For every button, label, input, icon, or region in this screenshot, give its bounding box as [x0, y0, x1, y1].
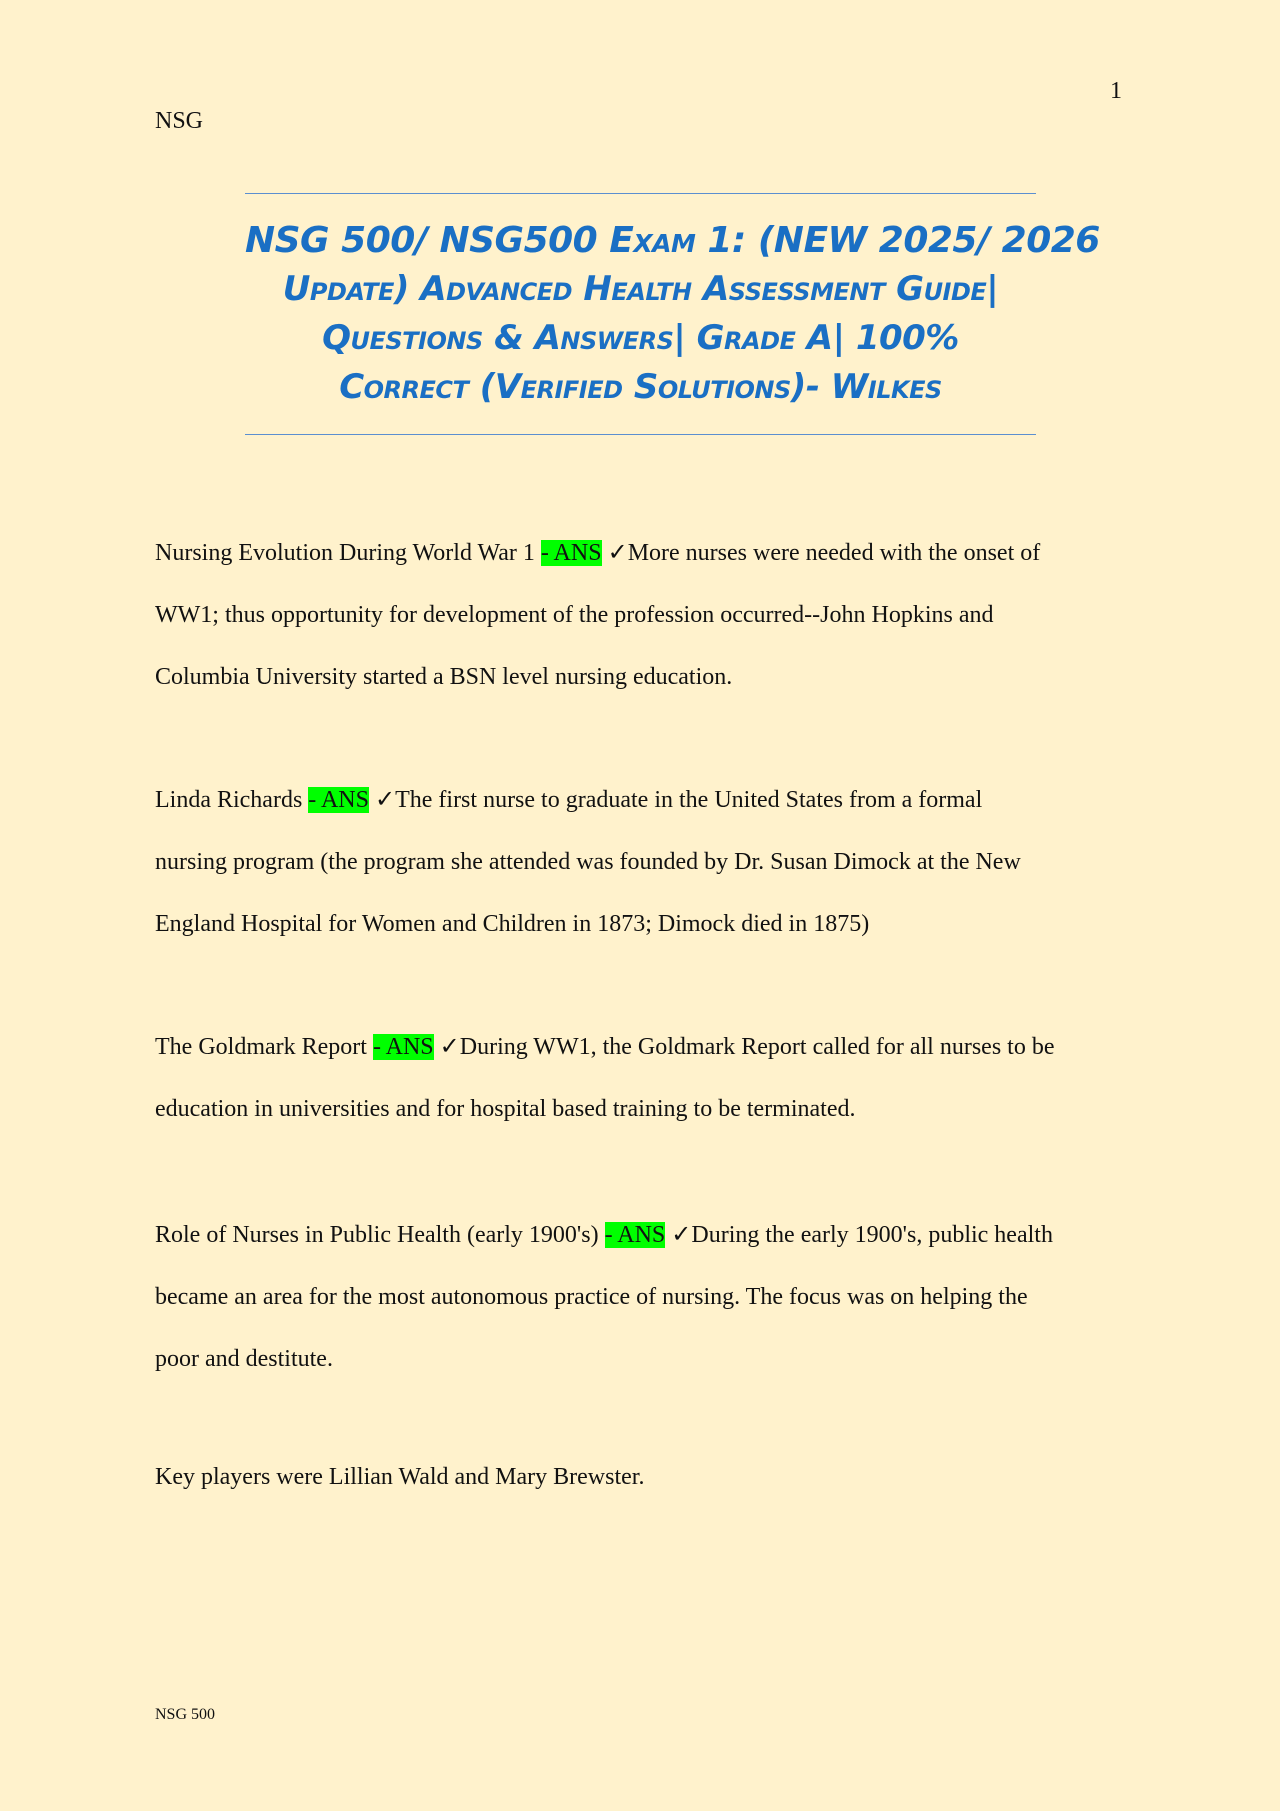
entry-line: poor and destitute.: [155, 1346, 333, 1372]
ans-highlight: - ANS: [308, 787, 369, 813]
ans-highlight: - ANS: [372, 1034, 434, 1060]
qa-entry-2: [155, 769, 1135, 955]
check-icon: ✓: [601, 540, 628, 566]
entry-line: England Hospital for Women and Children in 1873; Dimock died in 1875): [155, 911, 870, 937]
entry-answer: More nurses were needed with the onset of: [627, 540, 1041, 566]
title-line-2: Update) Advanced Health Assessment Guide|: [282, 269, 999, 309]
entry-first-line: [155, 522, 1135, 584]
entry-term: Linda Richards: [155, 787, 309, 813]
entry-line: Columbia University started a BSN level nursing education.: [155, 664, 733, 690]
note-text: Key players were Lillian Wald and Mary Brewster.: [155, 1464, 645, 1490]
entry-line: education in universities and for hospital based training to be terminated.: [155, 1096, 856, 1122]
document-title: [245, 193, 1100, 435]
note-paragraph: [155, 1446, 1135, 1508]
entry-line: WW1; thus opportunity for development of the profession occurred--John Hopkins and: [155, 602, 994, 628]
entry-first-line: [155, 1204, 1135, 1266]
entry-answer: The first nurse to graduate in the United States from a formal: [395, 787, 983, 813]
entry-term: Role of Nurses in Public Health (early 1900's): [155, 1222, 605, 1248]
qa-entry-4: [155, 1204, 1135, 1390]
entry-term: Nursing Evolution During World War 1: [155, 540, 541, 566]
entry-line: nursing program (the program she attended was founded by Dr. Susan Dimock at the New: [155, 849, 1021, 875]
entry-answer: During the early 1900's, public health: [691, 1222, 1053, 1248]
entry-answer: During WW1, the Goldmark Report called for all nurses to be: [459, 1034, 1055, 1060]
ans-highlight: - ANS: [540, 540, 602, 566]
check-icon: ✓: [368, 787, 396, 813]
entry-first-line: [155, 1016, 1135, 1078]
check-icon: ✓: [433, 1034, 460, 1060]
title-line-1: NSG 500/ NSG500 Exam 1: (NEW 2025/ 2026: [245, 220, 1100, 261]
entry-first-line: [155, 769, 1135, 831]
page-number: 1: [1110, 78, 1122, 104]
entry-line: became an area for the most autonomous practice of nursing. The focus was on helping the: [155, 1284, 1028, 1310]
title-line-3: Questions & Answers| Grade A| 100%: [322, 318, 959, 358]
ans-highlight: - ANS: [604, 1222, 666, 1248]
header-label: NSG: [155, 108, 204, 134]
qa-entry-1: [155, 522, 1135, 708]
check-icon: ✓: [665, 1222, 692, 1248]
qa-entry-3: [155, 1016, 1135, 1140]
entry-term: The Goldmark Report: [155, 1034, 373, 1060]
footer-label: NSG 500: [155, 1706, 216, 1723]
title-line-4: Correct (Verified Solutions)- Wilkes: [339, 367, 942, 407]
